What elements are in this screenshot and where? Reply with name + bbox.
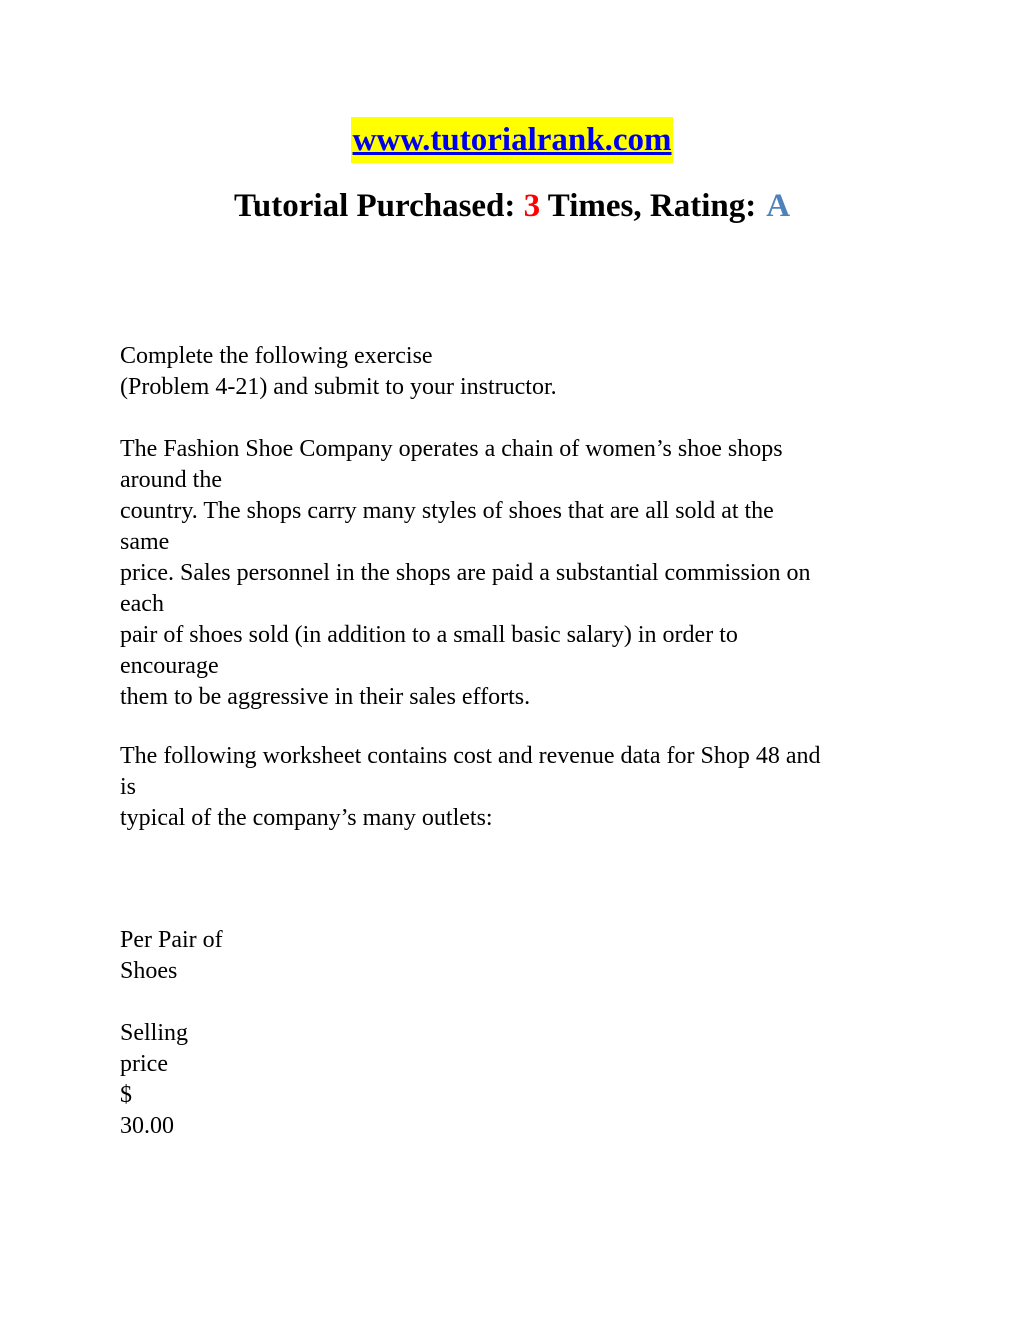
paragraph-line: encourage xyxy=(120,653,219,679)
paragraph-line: pair of shoes sold (in addition to a small basic salary) in order to xyxy=(120,622,738,648)
paragraph-line: is xyxy=(120,774,137,800)
rating-value: A xyxy=(766,188,791,224)
intro-paragraph xyxy=(120,341,903,403)
paragraph-line: typical of the company’s many outlets: xyxy=(120,805,493,831)
intro-line: Complete the following exercise xyxy=(120,343,433,369)
paragraph-line: each xyxy=(120,591,164,617)
selling-price-value: 30.00 xyxy=(120,1113,174,1139)
purchase-summary xyxy=(0,184,1024,228)
purchase-middle: Times, Rating: xyxy=(540,188,757,224)
intro-line: (Problem 4-21) and submit to your instructor. xyxy=(120,374,557,400)
paragraph-line: same xyxy=(120,529,170,555)
site-header xyxy=(0,117,1024,163)
company-paragraph xyxy=(120,434,903,713)
worksheet-intro-paragraph xyxy=(120,741,903,834)
paragraph-line: The Fashion Shoe Company operates a chain of women’s shoe shops xyxy=(120,436,783,462)
row-label: Selling xyxy=(120,1020,189,1046)
column-header: Per Pair of xyxy=(120,927,223,953)
purchase-count: 3 xyxy=(523,188,541,224)
paragraph-line: around the xyxy=(120,467,222,493)
paragraph-line: them to be aggressive in their sales efforts. xyxy=(120,684,531,710)
purchase-prefix: Tutorial Purchased: xyxy=(233,188,524,224)
column-header: Shoes xyxy=(120,958,178,984)
paragraph-line: country. The shops carry many styles of shoes that are all sold at the xyxy=(120,498,774,524)
site-link[interactable]: www.tutorialrank.com xyxy=(351,117,674,163)
paragraph-line: price. Sales personnel in the shops are paid a substantial commission on xyxy=(120,560,811,586)
spacer xyxy=(120,987,903,1018)
paragraph-line: The following worksheet contains cost and revenue data for Shop 48 and xyxy=(120,743,821,769)
currency-symbol: $ xyxy=(120,1082,132,1108)
worksheet-data xyxy=(120,925,903,1142)
row-label: price xyxy=(120,1051,168,1077)
